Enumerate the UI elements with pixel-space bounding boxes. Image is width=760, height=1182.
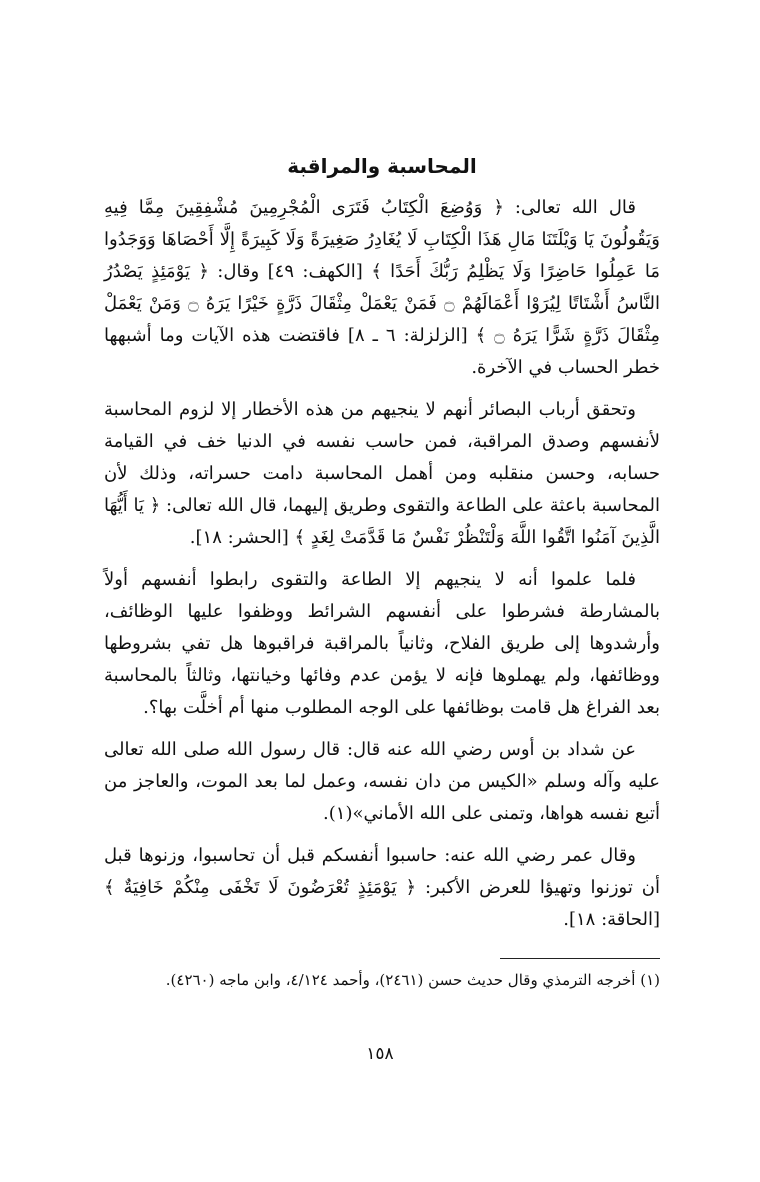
paragraph-5: وقال عمر رضي الله عنه: حاسبوا أنفسكم قبل أن تحاسبوا، وزنوها قبل أن توزنوا وتهيؤا للعرض الأكبر: ﴿ يَوْمَئِذٍ تُعْرَضُونَ لَا تَخْفَى مِنْكُمْ خَافِيَةٌ ﴾ [الحاقة: ١٨].	[104, 845, 660, 930]
footnote-separator	[500, 958, 660, 959]
page-title: المحاسبة والمراقبة	[287, 154, 477, 178]
page-number: ١٥٨	[366, 1044, 394, 1064]
paragraph-4: عن شداد بن أوس رضي الله عنه قال: قال رسول الله صلى الله تعالى عليه وآله وسلم «الكيس من دان نفسه، وعمل لما بعد الموت، والعاجز من أتبع نفسه هواها، وتمنى على الله الأماني»(١).	[104, 739, 660, 824]
page-body	[104, 150, 660, 993]
paragraph-3: فلما علموا أنه لا ينجيهم إلا الطاعة والتقوى رابطوا أنفسهم أولاً بالمشارطة فشرطوا على أنفسهم الشرائط ووظفوا عليها الوظائف، وأرشدوها إلى طريق الفلاح، وثانياً بالمراقبة فراقبوها هل تفي بشروطها ووظائفها، ولم يهملوها فإنه لا يؤمن عدم وفائها وخيانتها، وثالثاً بالمحاسبة بعد الفراغ هل قامت بوظائفها على الوجه المطلوب منها أم أخلَّت بها؟.	[104, 569, 660, 718]
paragraph-1: قال الله تعالى: ﴿ وَوُضِعَ الْكِتَابُ فَتَرَى الْمُجْرِمِينَ مُشْفِقِينَ مِمَّا فِيهِ وَيَقُولُونَ يَا وَيْلَتَنَا مَالِ هَذَا الْكِتَابِ لَا يُغَادِرُ صَغِيرَةً وَلَا كَبِيرَةً إِلَّا أَحْصَاهَا وَوَجَدُوا مَا عَمِلُوا حَاضِرًا وَلَا يَظْلِمُ رَبُّكَ أَحَدًا ﴾ [الكهف: ٤٩] وقال: ﴿ يَوْمَئِذٍ يَصْدُرُ النَّاسُ أَشْتَاتًا لِيُرَوْا أَعْمَالَهُمْ ۝ فَمَنْ يَعْمَلْ مِثْقَالَ ذَرَّةٍ خَيْرًا يَرَهُ ۝ وَمَنْ يَعْمَلْ مِثْقَالَ ذَرَّةٍ شَرًّا يَرَهُ ۝ ﴾ [الزلزلة: ٦ ـ ٨] فاقتضت هذه الآيات وما أشبهها خطر الحساب في الآخرة.	[104, 197, 661, 378]
footnote: (١) أخرجه الترمذي وقال حديث حسن (٢٤٦١)، وأحمد ٤/١٢٤، وابن ماجه (٤٢٦٠).	[165, 971, 660, 989]
paragraph-2: وتحقق أرباب البصائر أنهم لا ينجيهم من هذه الأخطار إلا لزوم المحاسبة لأنفسهم وصدق المراقبة، فمن حاسب نفسه في الدنيا خف في القيامة حسابه، وحسن منقلبه ومن أهمل المحاسبة دامت حسراته، وذلك لأن المحاسبة باعثة على الطاعة والتقوى وطريق إليهما، قال الله تعالى: ﴿ يَا أَيُّهَا الَّذِينَ آمَنُوا اتَّقُوا اللَّهَ وَلْتَنْظُرْ نَفْسٌ مَا قَدَّمَتْ لِغَدٍ ﴾ [الحشر: ١٨].	[104, 399, 660, 548]
